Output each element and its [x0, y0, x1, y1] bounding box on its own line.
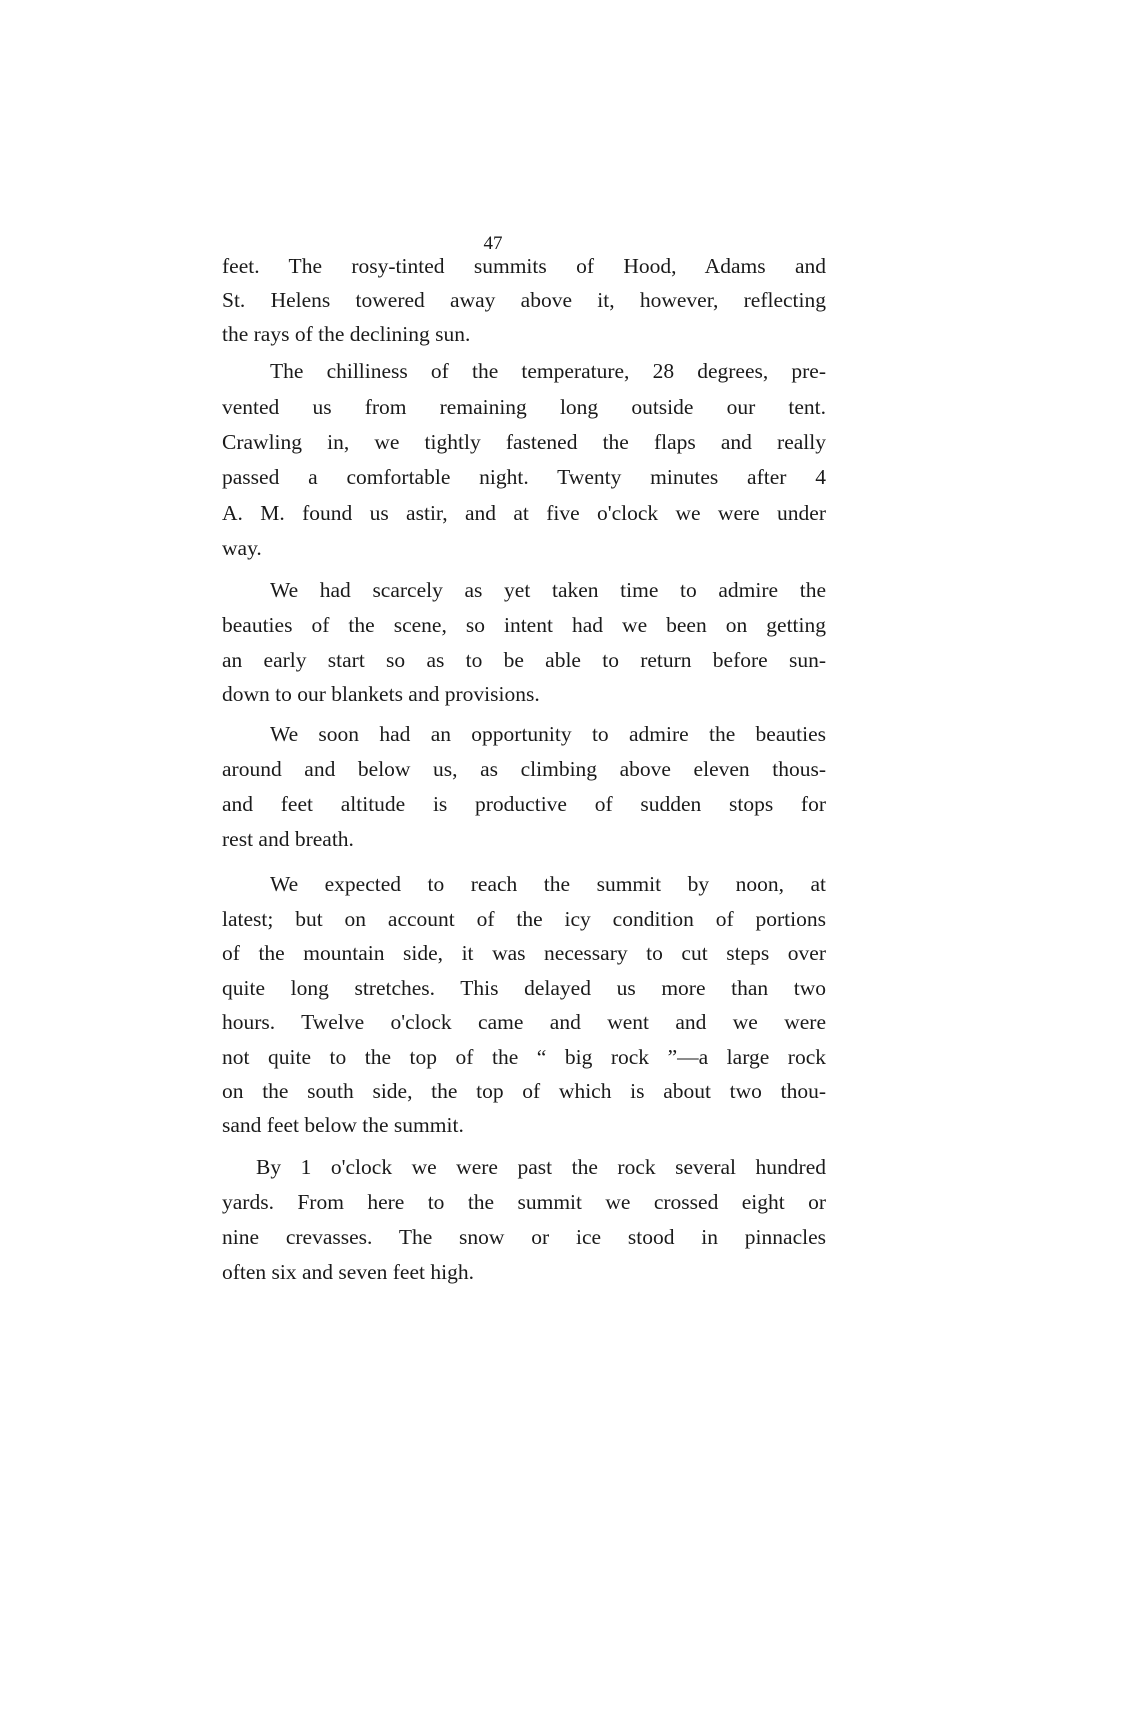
page-number: 47: [483, 233, 503, 254]
text-line: around and below us, as climbing above eleven thous-: [222, 757, 826, 781]
text-line: We expected to reach the summit by noon, at: [270, 872, 826, 896]
text-line: down to our blankets and provisions.: [222, 682, 540, 706]
text-line: an early start so as to be able to return before sun-: [222, 648, 826, 672]
text-line: We had scarcely as yet taken time to admire the: [270, 578, 826, 602]
text-line: feet. The rosy-tinted summits of Hood, Adams and: [222, 254, 826, 278]
text-line: vented us from remaining long outside our tent.: [222, 395, 826, 419]
text-line: We soon had an opportunity to admire the beauties: [270, 722, 826, 746]
text-line: hours. Twelve o'clock came and went and we were: [222, 1010, 826, 1034]
text-line: latest; but on account of the icy condition of portions: [222, 907, 826, 931]
text-line: yards. From here to the summit we crossed eight or: [222, 1190, 826, 1214]
text-line: rest and breath.: [222, 827, 354, 851]
text-line: The chilliness of the temperature, 28 degrees, pre-: [270, 359, 826, 383]
text-line: beauties of the scene, so intent had we been on getting: [222, 613, 826, 637]
text-line: often six and seven feet high.: [222, 1260, 474, 1284]
text-line: and feet altitude is productive of sudden stops for: [222, 792, 826, 816]
text-line: sand feet below the summit.: [222, 1113, 464, 1137]
text-line: A. M. found us astir, and at five o'clock we were under: [222, 501, 826, 525]
text-line: St. Helens towered away above it, however, reflecting: [222, 288, 826, 312]
text-line: passed a comfortable night. Twenty minutes after 4: [222, 465, 826, 489]
text-line: of the mountain side, it was necessary to cut steps over: [222, 941, 826, 965]
text-line: quite long stretches. This delayed us more than two: [222, 976, 826, 1000]
text-line: By 1 o'clock we were past the rock several hundred: [256, 1155, 826, 1179]
text-line: the rays of the declining sun.: [222, 322, 471, 346]
text-line: on the south side, the top of which is about two thou-: [222, 1079, 826, 1103]
text-line: not quite to the top of the “ big rock ”—a large rock: [222, 1045, 826, 1069]
text-line: way.: [222, 536, 262, 560]
text-line: nine crevasses. The snow or ice stood in pinnacles: [222, 1225, 826, 1249]
text-line: Crawling in, we tightly fastened the flaps and really: [222, 430, 826, 454]
